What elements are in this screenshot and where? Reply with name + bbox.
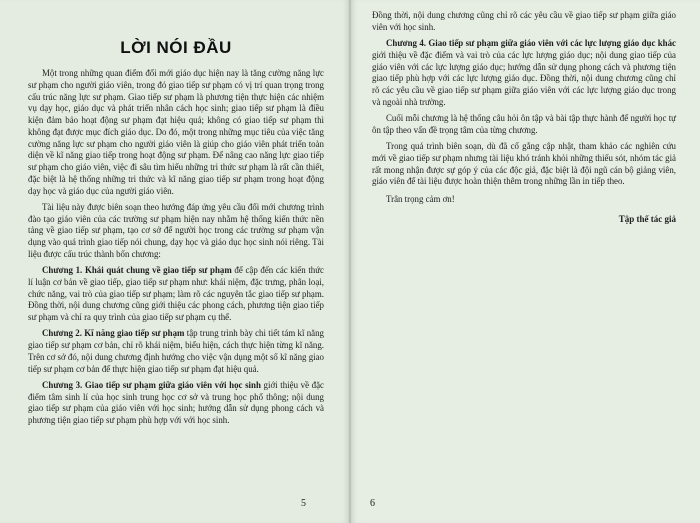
page-number-right: 6 xyxy=(370,498,375,509)
right-page xyxy=(350,0,700,523)
chapter-3-title: Chương 3. Giao tiếp sư phạm giữa giáo viên với học sinh xyxy=(42,379,261,390)
thanks-line: Trân trọng cảm ơn! xyxy=(386,194,455,204)
paragraph-acknowledgement: Trong quá trình biên soạn, dù đã cố gắng cập nhật, tham khảo các nghiên cứu mới về giao tiếp sư phạm nhưng tài liệu khó tránh khỏi những thiếu sót, nhóm tác giả rất mong nhận được sự góp ý của các độc giả, đặc biệt là đội ngũ cán bộ giảng viên, giáo viên để tài liệu được hoàn thiện thêm trong những lần in tiếp theo. xyxy=(372,141,676,187)
paragraph-chapter-1 xyxy=(28,265,324,324)
paragraph-intro: Một trong những quan điểm đổi mới giáo dục hiện nay là tăng cường năng lực sư phạm cho người giáo viên, trong đó giao tiếp sư phạm có vị trí quan trọng trong cấu trúc năng lực sư phạm. Giao tiếp sư phạm là phương tiện thực hiện các nhiệm vụ dạy học, giáo dục và phát triển nhân cách học sinh; giao tiếp sư phạm là điều kiện đảm bảo hoạt động sư phạm đạt hiệu quả; không có giao tiếp sư phạm thì không đạt được mục đích giáo dục. Do đó, một trong những mục tiêu của việc tăng cường năng lực sư phạm cho người giáo viên là giúp cho giáo viên phát triển toàn diện về kĩ năng giao tiếp trong hoạt động sư phạm. Để nâng cao năng lực giao tiếp sư phạm cho giáo viên, việc đi sâu tìm hiểu những tri thức sư phạm là rất cần thiết, đặc biệt là hệ thống những tri thức và kĩ năng giao tiếp sư phạm trong hoạt động dạy học và giáo dục của người giáo viên. xyxy=(28,68,324,196)
authors-signature: Tập thể tác giả xyxy=(618,213,676,224)
paragraph-review: Cuối mỗi chương là hệ thống câu hỏi ôn tập và bài tập thực hành để người học tự ôn tập theo vấn đề trọng tâm của từng chương. xyxy=(372,113,676,135)
chapter-2-title: Chương 2. Kĩ năng giao tiếp sư phạm xyxy=(42,328,185,339)
paragraph-material: Tài liệu này được biên soạn theo hướng đáp ứng yêu cầu đổi mới chương trình đào tạo giáo viên của các trường sư phạm hiện nay nhằm hệ thống kiến thức nền tảng về giao tiếp sư phạm, tạo cơ sở để người học trong các trường sư phạm vận dụng vào quá trình giao tiếp nói chung, dạy học và giáo dục học sinh nói riêng. Tài liệu được cấu trúc thành bốn chương: xyxy=(28,201,324,259)
chapter-4-title: Chương 4. Giao tiếp sư phạm giữa giáo viên với các lực lượng giáo dục khác xyxy=(386,38,676,48)
chapter-1-text: để cập đến các kiến thức lí luận cơ bản về giao tiếp, giao tiếp sư phạm như: khái niệm, đặc trưng, phân loại, chức năng, vai trò của giao tiếp sư phạm; làm rõ các nguyên tắc giao tiếp sư phạm. Đồng thời, nội dung chương cũng giới thiệu các phong cách, phương tiện giao tiếp sư phạm và chỉ ra quy trình của giao tiếp sư phạm cụ thể. xyxy=(28,265,324,322)
chapter-2-text: tập trung trình bày chi tiết tám kĩ năng giao tiếp sư phạm cơ bản, chỉ rõ khái niệm, biểu hiện, cách thực hiện từng kĩ năng. Trên cơ sở đó, nội dung chương định hướng cho việc vận dụng một số kĩ năng giao tiếp sư phạm cơ bản để thực hiện giao tiếp sư phạm đạt hiệu quả. xyxy=(28,328,324,374)
paragraph-chapter-2 xyxy=(28,328,324,375)
page-number-left: 5 xyxy=(301,498,306,509)
chapter-3-text: giới thiệu về đặc điểm tâm sinh lí của học sinh trung học cơ sở và trung học phổ thông; nội dung giao tiếp sư phạm của giáo viên với học sinh; hướng dẫn sử dụng phong cách và phương tiện giao tiếp sư phạm phù hợp với với học sinh. xyxy=(28,379,324,425)
paragraph-chapter-3 xyxy=(28,380,324,427)
page-title: LỜI NÓI ĐẦU xyxy=(120,38,232,57)
chapter-4-text: giới thiệu về đặc điểm và vai trò của các lực lượng giáo dục; nội dung giao tiếp của giáo viên với các lực lượng giáo dục; hướng dẫn sử dụng phong cách và phương tiện giao tiếp phù hợp với các lực lượng giáo dục. Đồng thời, nội dung chương cũng chỉ rõ các yêu cầu về giao tiếp sư phạm giữa giáo viên với các lực lượng giáo dục trong và ngoài nhà trường. xyxy=(372,49,676,107)
book-gutter xyxy=(349,0,351,523)
chapter-1-title: Chương 1. Khái quát chung về giao tiếp sư phạm xyxy=(42,265,232,275)
paragraph-chapter-4 xyxy=(372,38,676,109)
paragraph-continuation: Đồng thời, nội dung chương cũng chỉ rõ các yêu cầu về giao tiếp sư phạm giữa giáo viên với học sinh. xyxy=(372,10,676,32)
